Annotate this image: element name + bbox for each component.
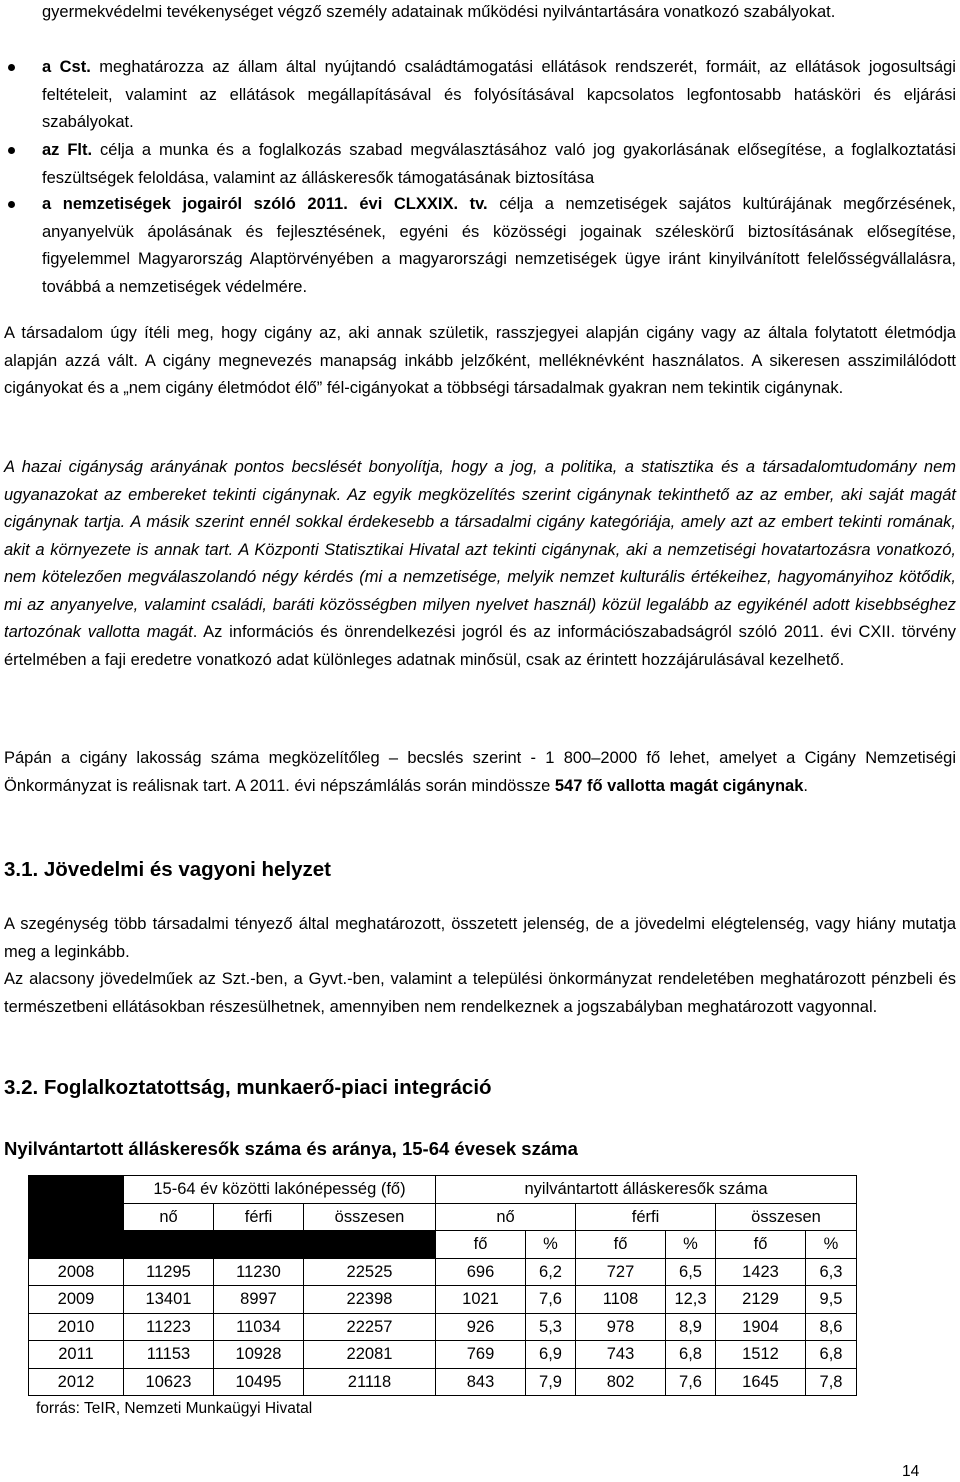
table-cell: 978 [576,1313,666,1341]
table-cell: 1904 [716,1313,806,1341]
table-group-header: 15-64 év közötti lakónépesség (fő) [124,1176,436,1204]
table-blank-cell [214,1231,304,1259]
table-row [29,1313,857,1341]
table-unit: fő [716,1231,806,1259]
table-row [29,1341,857,1369]
table-cell: 1108 [576,1286,666,1314]
table-cell: 7,9 [526,1368,576,1396]
table-row [29,1368,857,1396]
paragraph-szegenyseg: A szegénység több társadalmi tényező által meghatározott, összetett jelenség, de a jövedelmi elégtelenség, vagy hiány mutatja meg a leginkább. [4,915,956,961]
table-cell: 21118 [304,1368,436,1396]
table-cell: 12,3 [666,1286,716,1314]
table-cell: 926 [436,1313,526,1341]
jobseekers-table [28,1175,857,1396]
table-cell: 2008 [29,1258,124,1286]
table-cell: 6,8 [806,1341,857,1369]
bullet-item-continuation: gyermekvédelmi tevékenységet végző személy adatainak működési nyilvántartására vonatkozó szabályokat. [42,3,836,21]
bullet-text: meghatározza az állam által nyújtandó családtámogatási ellátások rendszerét, formáit, az ellátások jogosultsági feltételeit, valamint az ellátások megállapításával és folyósításával kapcsolatos legfontosabb hatásköri és eljárási szabályokat. [42,58,956,131]
table-cell: 10928 [214,1341,304,1369]
table-cell: 8,9 [666,1313,716,1341]
table-cell: 7,6 [666,1368,716,1396]
bullet-icon [8,147,15,154]
bullet-lead: az Flt. [42,141,93,159]
table-cell: 2011 [29,1341,124,1369]
table-blank-cell [304,1231,436,1259]
table-subheader-row [29,1203,857,1231]
bullet-item-cst [42,54,956,137]
paragraph-tarsadalom: A társadalom úgy ítéli meg, hogy cigány az, aki annak születik, rasszjegyei alapján cigány vagy az általa folytatott életmódja alapján azzá vált. A cigány megnevezés manapság inkább jelzőként, melléknévként használatos. A sikeresen asszimilálódott cigányokat és a „nem cigány életmódot élő” fél-cigányokat a többségi társadalmak gyakran nem tekintik cigánynak. [4,324,956,397]
bullet-text: célja a munka és a foglalkozás szabad megválasztásához való jog gyakorlásának elősegítése, a foglalkoztatási feszültségek feloldása, valamint az álláskeresők támogatásának biztosítása [42,141,956,187]
table-row [29,1286,857,1314]
table-cell: 11153 [124,1341,214,1369]
table-cell: 843 [436,1368,526,1396]
table-cell: 6,8 [666,1341,716,1369]
paragraph-text: Az információs és önrendelkezési jogról és az információszabadságról szóló 2011. évi CXII. törvény értelmében a faji eredetre vonatkozó adat különleges adatnak minősül, csak az érintett hozzájárulásával kezelhető. [4,623,957,669]
table-unit: fő [576,1231,666,1259]
bullet-item-nemzetisegek [42,191,956,301]
table-cell: 2009 [29,1286,124,1314]
table-cell: 1021 [436,1286,526,1314]
table-cell: 743 [576,1341,666,1369]
paragraph-becsles [4,454,956,674]
table-cell: 6,9 [526,1341,576,1369]
table-cell: 5,3 [526,1313,576,1341]
table-cell: 11034 [214,1313,304,1341]
table-corner-cell [29,1176,124,1204]
table-cell: 769 [436,1341,526,1369]
table-header-row [29,1176,857,1204]
table-cell: 8997 [214,1286,304,1314]
table-cell: 22398 [304,1286,436,1314]
table-subheader: összesen [304,1203,436,1231]
table-cell: 13401 [124,1286,214,1314]
bullet-text: célja a nemzetiségek sajátos kultúrájának megőrzésének, anyanyelvük ápolásának és fejlesztésének, egyéni és közösségi jogainak széleskörű biztosításának elősegítése, figyelemmel Magyarország Alaptörvényében a magyarországi nemzetiségek ügye iránt kinyilvánított felelősségvállalásra, továbbá a nemzetiségek védelmére. [42,195,956,296]
paragraph-period: . [803,776,808,795]
table-caption: Nyilvántartott álláskeresők száma és aránya, 15-64 évesek száma [4,1138,578,1159]
page-number: 14 [902,1463,920,1480]
paragraph-period: . [192,623,198,641]
heading-jovedelmi: 3.1. Jövedelmi és vagyoni helyzet [4,858,332,881]
table-subheader: összesen [716,1203,857,1231]
table-cell: 2012 [29,1368,124,1396]
table-cell: 6,3 [806,1258,857,1286]
table-cell: 11295 [124,1258,214,1286]
table-unit: fő [436,1231,526,1259]
table-cell: 9,5 [806,1286,857,1314]
table-group-header: nyilvántartott álláskeresők száma [436,1176,857,1204]
table-corner-cell [29,1203,124,1231]
table-subheader: nő [124,1203,214,1231]
table-cell: 7,8 [806,1368,857,1396]
bullet-item-flt [42,137,956,192]
bullet-icon [8,64,15,71]
table-cell: 6,5 [666,1258,716,1286]
paragraph-bold-text: 547 fő vallotta magát cigánynak [554,776,804,795]
paragraph-italic-text: A hazai cigányság arányának pontos becslését bonyolítja, hogy a jog, a politika, a statisztika és a társadalomtudomány nem ugyanazokat az embereket tekinti cigánynak. Az egyik megközelítés szerint cigánynak tekinthető az az ember, aki saját magát cigánynak tartja. A másik szerint ennél sokkal érdekesebb a társadalmi cigány kategóriája, amely azt az embert tekinti romának, akit a környezete is annak tart. A Központi Statisztikai Hivatal azt tekinti cigánynak, aki a nemzetiségi hovatartozásra vonatkozó, nem kötelezően megválaszolandó négy kérdés (mi a nemzetisége, melyik nemzet kulturális értékeihez, hagyományihoz kötődik, mi az anyanyelve, valamint családi, baráti közösségben milyen nyelvet használ) közül legalább az egyikénél adott kisebbséghez tartozónak vallotta magát [4,458,956,641]
table-cell: 8,6 [806,1313,857,1341]
table-cell: 2129 [716,1286,806,1314]
table-unit: % [526,1231,576,1259]
table-subheader: nő [436,1203,576,1231]
bullet-lead: a nemzetiségek jogairól szóló 2011. évi CLXXIX. tv. [42,195,488,213]
table-cell: 802 [576,1368,666,1396]
paragraph-papa [4,745,956,800]
paragraph-text: Pápán a cigány lakosság száma megközelítőleg – becslés szerint - 1 800–2000 fő lehet, amelyet a Cigány Nemzetiségi Önkormányzat is reálisnak tart. A 2011. évi népszámlálás során mindössze [4,749,956,795]
table-subheader: férfi [214,1203,304,1231]
table-cell: 1645 [716,1368,806,1396]
table-cell: 22257 [304,1313,436,1341]
table-cell: 10623 [124,1368,214,1396]
table-units-row [29,1231,857,1259]
table-cell: 1512 [716,1341,806,1369]
paragraph-alacsony-jovedelmuek: Az alacsony jövedelműek az Szt.-ben, a Gyvt.-ben, valamint a települési önkormányzat rendeletében meghatározott pénzbeli és természetbeni ellátásokban részesülhetnek, amennyiben nem rendelkeznek a jogszabályban meghatározott vagyonnal. [4,970,956,1016]
table-cell: 2010 [29,1313,124,1341]
table-cell: 696 [436,1258,526,1286]
table-cell: 22525 [304,1258,436,1286]
table-cell: 727 [576,1258,666,1286]
table-subheader: férfi [576,1203,716,1231]
table-cell: 6,2 [526,1258,576,1286]
table-unit: % [666,1231,716,1259]
table-blank-cell [124,1231,214,1259]
table-cell: 10495 [214,1368,304,1396]
table-cell: 11230 [214,1258,304,1286]
bullet-icon [8,201,15,208]
table-cell: 22081 [304,1341,436,1369]
table-corner-cell [29,1231,124,1259]
bullet-lead: a Cst. [42,58,91,76]
table-unit: % [806,1231,857,1259]
heading-foglalkoztatottsag: 3.2. Foglalkoztatottság, munkaerő-piaci integráció [4,1076,492,1099]
table-source: forrás: TeIR, Nemzeti Munkaügyi Hivatal [36,1400,313,1417]
table-cell: 7,6 [526,1286,576,1314]
table-cell: 11223 [124,1313,214,1341]
table-cell: 1423 [716,1258,806,1286]
table-row [29,1258,857,1286]
